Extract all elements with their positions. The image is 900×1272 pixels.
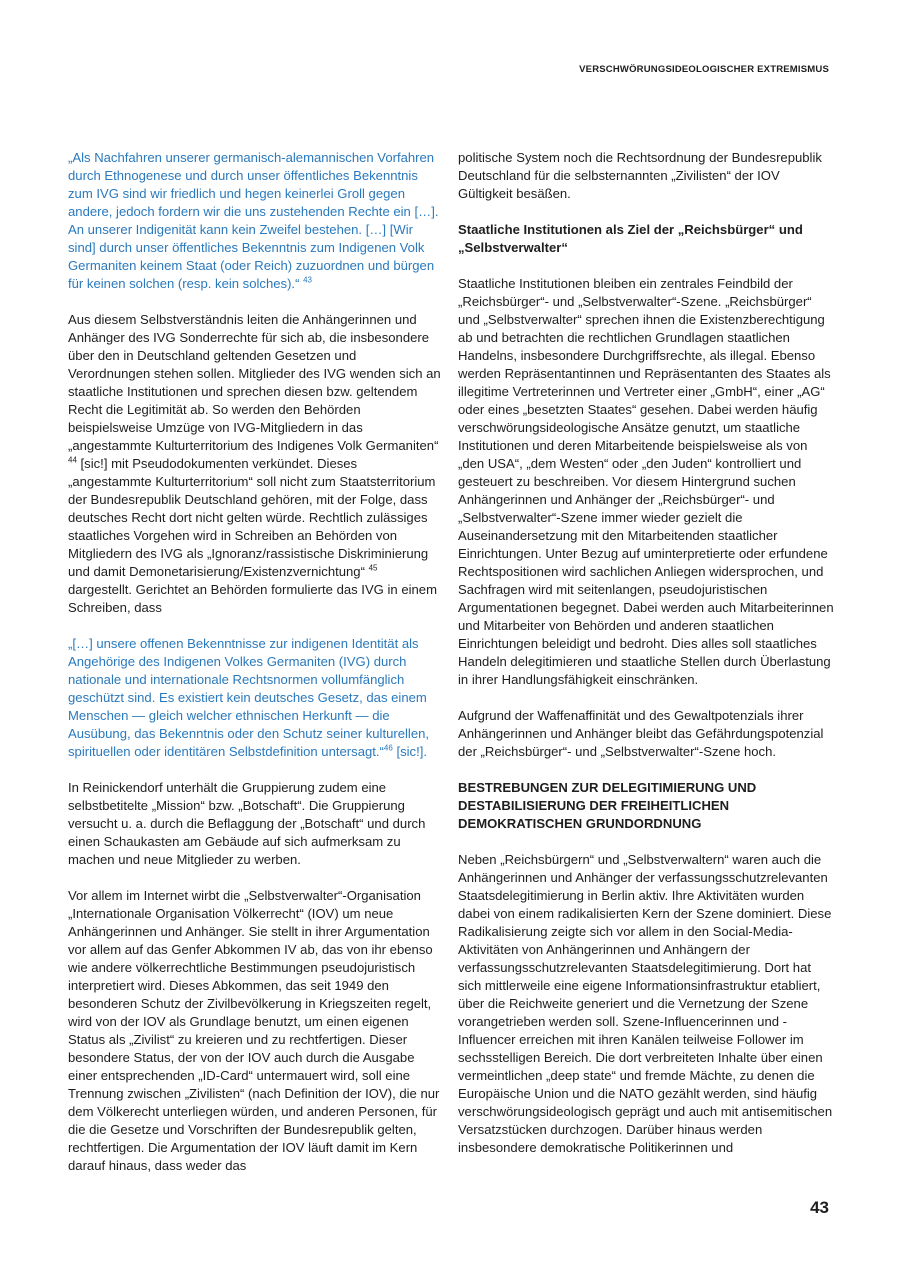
section-heading: BESTREBUNGEN ZUR DELEGITIMIERUNG UND DESTABILISIERUNG DER FREIHEITLICHEN DEMOKRATISCHEN GRUNDORDNUNG (458, 780, 757, 831)
running-head: VERSCHWÖRUNGSIDEOLOGISCHER EXTREMISMUS (579, 64, 829, 75)
paragraph-text: dargestellt. Gerichtet an Behörden formulierte das IVG in einem Schreiben, dass (68, 582, 437, 615)
footnote-ref: 45 (368, 563, 378, 573)
blockquote-ivg-1 (68, 149, 442, 293)
footnote-ref: 44 (68, 455, 77, 465)
quote-text: „[…] unsere offenen Bekenntnisse zur indigenen Identität als Angehörige des Indigenen Volkes Germaniten (IVG) durch nationale und internationale Rechtsnormen vollumfänglich geschützt sind. Es existiert kein deutsches Gesetz, das einem Menschen — gleich welcher ethnischen Herkunft — die Ausübung, das Bekenntnis oder den Schutz seiner kulturellen, spirituellen oder identitären Selbstdefinition untersagt.“ (68, 636, 430, 759)
body-paragraph: Aufgrund der Waffenaffinität und des Gewaltpotenzials ihrer Anhängerinnen und Anhänger bleibt das Gefährdungspotenzial der „Reichsbürger“- und „Selbstverwalter“-Szene hoch. (458, 708, 824, 759)
page-number: 43 (810, 1198, 829, 1217)
body-paragraph: politische System noch die Rechtsordnung der Bundesrepublik Deutschland für die selbsternannten „Zivilisten“ der IOV Gültigkeit besäßen. (458, 150, 822, 201)
quote-text: „Als Nachfahren unserer germanisch-alemannischen Vorfahren durch Ethnogenese und durch unser öffentliches Bekenntnis zum IVG sind wir friedlich und hegen keinerlei Groll gegen andere, jedoch fordern wir die uns zustehenden Rechte ein […]. An unserer Indigenität kann kein Zweifel bestehen. […] [Wir sind] durch unser öffentliches Bekenntnis zum Indigenen Volk Germaniten keinem Staat (oder Reich) zuzuordnen und bürgen für keinen solchen (resp. kein solches).“ (68, 150, 439, 291)
blockquote-ivg-2 (68, 635, 442, 761)
body-paragraph: Staatliche Institutionen bleiben ein zentrales Feindbild der „Reichsbürger“- und „Selbstverwalter“-Szene. „Reichsbürger“ und „Selbstverwalter“ sprechen ihnen die Existenzberechtigung ab und betrachten die rechtlichen Grundlagen staatlichen Handelns, insbesondere Durchgriffsrechte, als illegal. Ebenso werden Repräsentantinnen und Repräsentanten des Staates als illegitime Vertreterinnen und Vertreter einer „GmbH“, einer „AG“ oder eines „besetzten Staates“ gesehen. Dabei werden häufig verschwörungsideologische Ansätze genutzt, um staatliche Institutionen und deren Mitarbeitende beispielsweise als von „den USA“, „dem Westen“ oder „den Juden“ kontrolliert und gesteuert zu beschreiben. Vor diesem Hintergrund suchen Anhängerinnen und Anhänger der „Reichsbürger“- und „Selbstverwalter“-Szene immer wieder gezielt die Auseinandersetzung mit den Mitarbeitenden staatlicher Einrichtungen. Unter Bezug auf uminterpretierte oder erfundene Rechtspositionen wird sachlichen Anliegen widersprochen, und Sachfragen wird mit seitenlangen, pseudojuristischen Argumentationen begegnet. Dabei werden auch Mitarbeiterinnen und Mitarbeiter von Behörden und anderen staatlichen Einrichtungen beleidigt und bedroht. Dies alles soll staatliches Handeln delegitimieren und staatliche Stellen durch Überlastung in ihrer Handlungsfähigkeit einschränken. (458, 276, 834, 687)
footnote-ref: 46 (383, 743, 393, 753)
left-column (68, 149, 442, 1193)
right-column (458, 149, 834, 1175)
paragraph-text: [sic!] mit Pseudodokumenten verkündet. Dieses „angestammte Kulturterritorium“ soll nicht zum Staatsterritorium der Bundesrepublik Deutschland gehören, mit der Folge, dass deutsches Recht dort nicht gelten würde. Rechtlich zulässiges staatliches Vorgehen wird in Schreiben an Behörden von Mitgliedern des IVG als „Ignoranz/rassistische Diskriminierung und damit Demonetarisierung/Existenzvernichtung“ (68, 456, 436, 579)
paragraph-text: Aus diesem Selbstverständnis leiten die Anhängerinnen und Anhänger des IVG Sonderrechte für sich ab, die insbesondere über den in Deutschland geltenden Gesetzen und Verordnungen stehen sollen. Mitglieder des IVG wenden sich an staatliche Institutionen und sprechen diesen bzw. geltendem Recht die Legitimität ab. So werden den Behörden beispielsweise Umzüge von IVG-Mitgliedern in das „angestammte Kulturterritorium des Indigenes Volk Germaniten“ (68, 312, 441, 453)
body-paragraph: Vor allem im Internet wirbt die „Selbstverwalter“-Organisation „Internationale Organisation Völkerrecht“ (IOV) um neue Anhängerinnen und Anhänger. Sie stellt in ihrer Argumentation vor allem auf das Genfer Abkommen IV ab, das von ihr ebenso wie andere völkerrechtliche Bestimmungen pseudojuristisch interpretiert wird. Dieses Abkommen, das seit 1949 den besonderen Schutz der Zivilbevölkerung in Kriegszeiten regelt, wird von der IOV als Grundlage benutzt, um einen eigenen Status als „Zivilist“ zu kreieren und zu rechtfertigen. Dieser besondere Status, der von der IOV auch durch die Ausgabe einer entsprechenden „ID-Card“ untermauert wird, soll eine Trennung zwischen „Zivilisten“ (nach Definition der IOV), die nur dem Völkerecht unterliegen würden, und anderen Personen, für die die Gesetze und Vorschriften der Bundesrepublik gelten, rechtfertigen. Die Argumentation der IOV läuft damit im Kern darauf hinaus, dass weder das (68, 888, 440, 1173)
section-heading: Staatliche Institutionen als Ziel der „Reichsbürger“ und „Selbstverwalter“ (458, 222, 803, 255)
footnote-ref: 43 (303, 275, 312, 285)
body-paragraph: In Reinickendorf unterhält die Gruppierung zudem eine selbstbetitelte „Mission“ bzw. „Botschaft“. Die Gruppierung versucht u. a. durch die Beflaggung der „Botschaft“ und durch einen Schaukasten am Gebäude auf sich aufmerksam zu machen und neue Mitglieder zu werben. (68, 780, 426, 867)
quote-tail: [sic!]. (392, 744, 428, 759)
body-paragraph: Neben „Reichsbürgern“ und „Selbstverwaltern“ waren auch die Anhängerinnen und Anhänger der verfassungsschutzrelevanten Staatsdelegitimierung in Berlin aktiv. Ihre Aktivitäten wurden dabei von einem radikalisierten Kern der Szene dominiert. Diese Radikalisierung zeigte sich vor allem in den Social-Media-Aktivitäten von Anhängerinnen und Anhängern der verfassungsschutzrelevanten Staatsdelegitimierung. Dort hat sich mittlerweile eine eigene Informationsinfrastruktur etabliert, über die Reichweite generiert und die Vernetzung der Szene vorangetrieben werden soll. Szene-Influencerinnen und -Influencer erreichen mit ihren Kanälen teilweise Follower im sechsstelligen Bereich. Die dort verbreiteten Inhalte über einen vermeintlichen „deep state“ und fremde Mächte, zu denen die Europäische Union und die NATO gezählt werden, sind häufig verschwörungsideologisch geprägt und auch mit antisemitischen Versatzstücken durchzogen. Darüber hinaus werden insbesondere demokratische Politikerinnen und (458, 852, 833, 1155)
body-paragraph (68, 311, 442, 617)
